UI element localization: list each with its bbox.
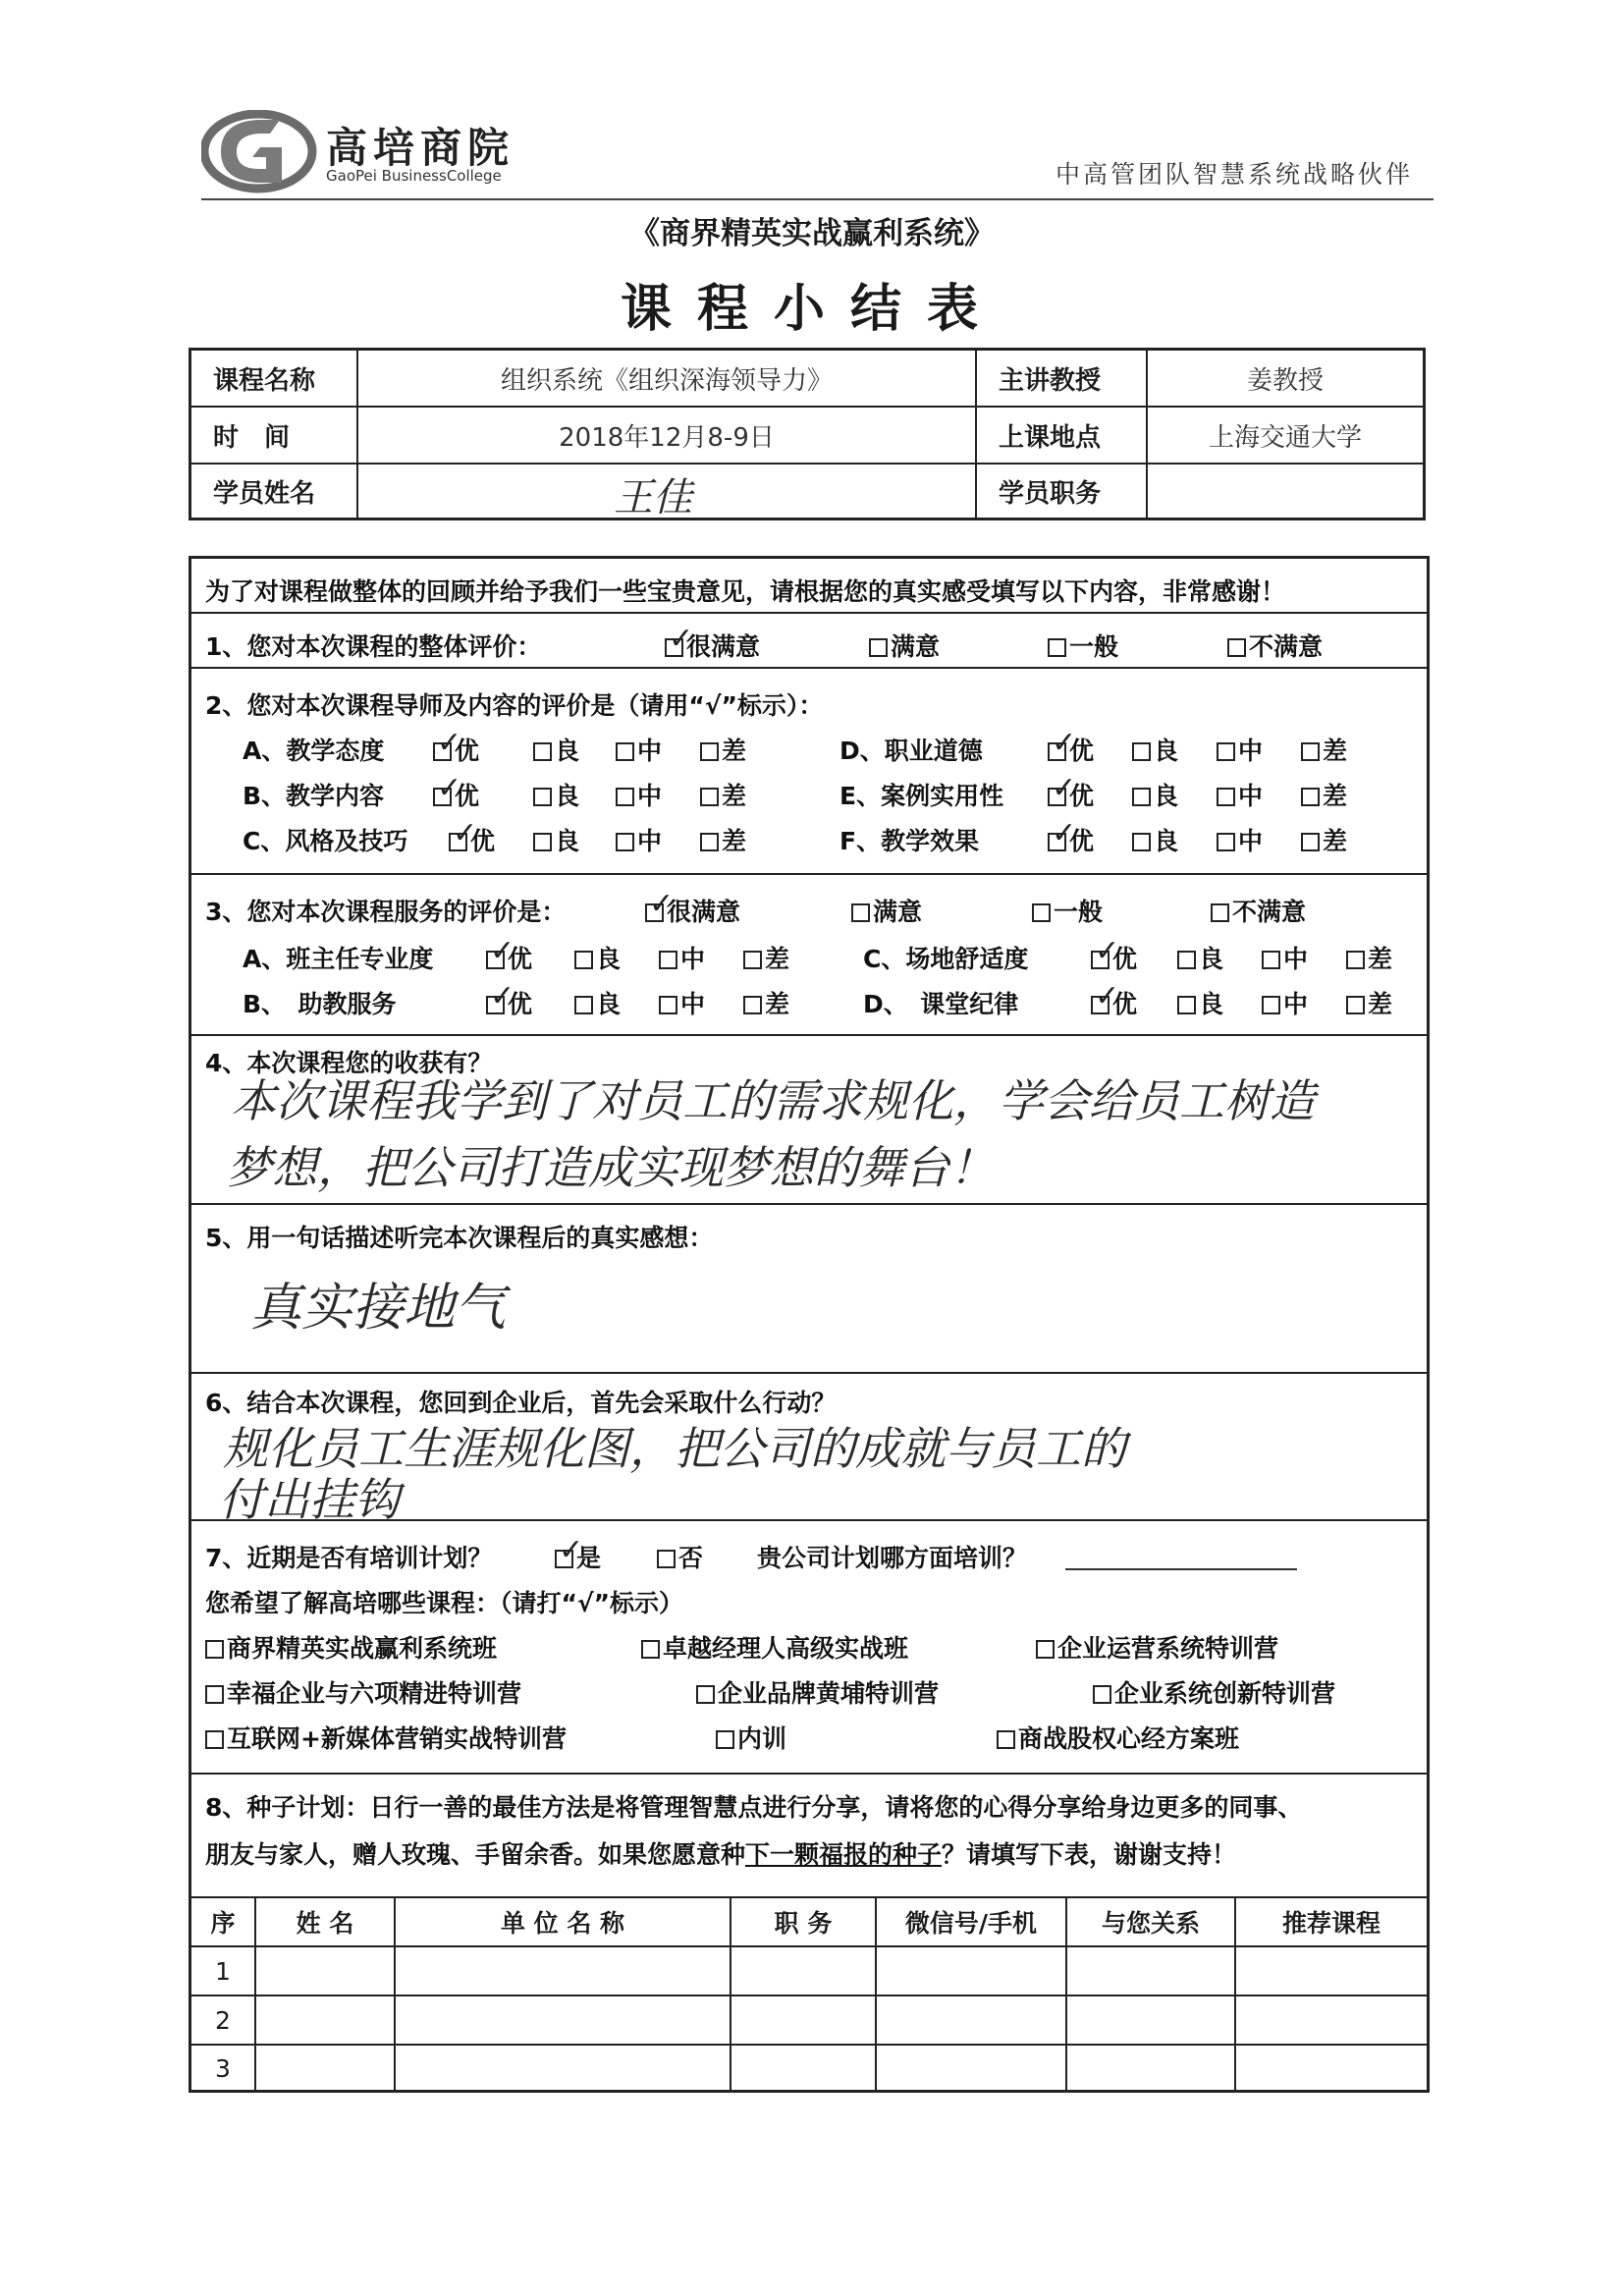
checkbox-checked-icon (1048, 788, 1066, 806)
checkbox-icon (1132, 833, 1151, 851)
q3-section (191, 875, 1427, 1036)
q8-line2: 朋友与家人，赠人玫瑰、手留余香。如果您愿意种下一颗福报的种子？请填写下表，谢谢支持！ (205, 1840, 1237, 1869)
seed-cell[interactable] (731, 1947, 877, 1995)
course-option[interactable]: 幸福企业与六项精进特训营 (205, 1674, 521, 1710)
header-slogan: 中高管团队智慧系统战略伙伴 (1056, 160, 1414, 189)
q7-plan-answer-line[interactable] (1065, 1568, 1297, 1570)
q6-section (191, 1374, 1427, 1526)
seed-cell[interactable] (396, 2046, 731, 2092)
checkbox-checked-icon (555, 1550, 573, 1568)
checkbox-icon (205, 1730, 224, 1749)
checkbox-icon (616, 788, 634, 806)
checkbox-icon (1036, 1640, 1055, 1659)
seed-cell[interactable] (1236, 1947, 1427, 1995)
checkbox-checked-icon (486, 951, 505, 969)
seed-col-header: 姓 名 (256, 1898, 396, 1945)
q3-option-very-satisfied[interactable]: ✓ 很满意 (645, 893, 740, 928)
checkbox-icon (1262, 996, 1280, 1014)
seed-row-number: 2 (191, 1996, 256, 2044)
checkbox-icon (1301, 833, 1320, 851)
course-option[interactable]: 企业系统创新特训营 (1093, 1674, 1335, 1710)
seed-cell[interactable] (731, 2046, 877, 2092)
brand-name-cn: 高培商院 (326, 124, 515, 172)
q1-option-unsatisfied[interactable]: 不满意 (1227, 628, 1323, 663)
checkbox-icon (1301, 788, 1320, 806)
q1-label: 1、您对本次课程的整体评价： (205, 632, 542, 661)
grade-option[interactable]: 中 (1262, 985, 1308, 1020)
position-value[interactable] (1148, 465, 1423, 518)
seed-cell[interactable] (877, 1947, 1067, 1995)
q7-label: 7、近期是否有培训计划？ (205, 1544, 493, 1572)
seed-cell[interactable] (1067, 2046, 1236, 2092)
checkbox-icon (641, 1640, 660, 1659)
checkbox-checked-icon (486, 996, 505, 1014)
seed-cell[interactable] (877, 1996, 1067, 2044)
course-name-value[interactable]: 组织系统《组织深海领导力》 (358, 351, 977, 406)
student-name-label: 学员姓名 (191, 465, 358, 518)
q6-label: 6、结合本次课程，您回到企业后，首先会采取什么行动？ (205, 1389, 837, 1417)
checkbox-icon (1093, 1685, 1111, 1704)
q3-label: 3、您对本次课程服务的评价是： (205, 898, 567, 926)
grade-option[interactable]: 差 (1301, 777, 1347, 812)
grade-option[interactable]: 中 (659, 985, 705, 1020)
location-label: 上课地点 (977, 408, 1148, 463)
lecturer-label: 主讲教授 (977, 351, 1148, 406)
grade-option[interactable]: ✓优 (1048, 732, 1094, 767)
q7-option-no[interactable]: 否 (657, 1539, 703, 1574)
seed-cell[interactable] (1236, 2046, 1427, 2092)
course-name-label: 课程名称 (191, 351, 358, 406)
seed-col-header: 与您关系 (1067, 1898, 1236, 1945)
checkbox-icon (1301, 742, 1320, 761)
q2-item-label: F、教学效果 (839, 827, 980, 855)
grade-option[interactable]: 良 (1132, 822, 1178, 857)
checkbox-icon (205, 1685, 224, 1704)
seed-cell[interactable] (1236, 1996, 1427, 2044)
grade-option[interactable]: ✓优 (486, 985, 532, 1020)
grade-option[interactable]: 差 (1346, 940, 1392, 975)
q5-section (191, 1205, 1427, 1374)
info-row-time (191, 408, 1423, 465)
seed-cell[interactable] (396, 1996, 731, 2044)
checkbox-icon (205, 1640, 224, 1659)
checkbox-icon (533, 742, 552, 761)
seed-cell[interactable] (396, 1947, 731, 1995)
seed-col-header: 微信号/手机 (877, 1898, 1067, 1945)
checkbox-icon (616, 742, 634, 761)
seed-row-number: 3 (191, 2046, 256, 2092)
time-label: 时 间 (191, 408, 358, 463)
grade-option[interactable]: 中 (1217, 732, 1263, 767)
q2-section (191, 669, 1427, 875)
checkbox-icon (1217, 742, 1235, 761)
checkbox-icon (716, 1730, 734, 1749)
course-option[interactable]: 卓越经理人高级实战班 (641, 1629, 908, 1665)
info-row-course (191, 351, 1423, 408)
q1-option-satisfied[interactable]: 满意 (869, 628, 940, 663)
lecturer-value[interactable]: 姜教授 (1246, 365, 1324, 396)
q6-answer-line1[interactable]: 规化员工生涯规化图，把公司的成就与员工的 (223, 1422, 1126, 1475)
seed-cell[interactable] (256, 1996, 396, 2044)
grade-option[interactable]: ✓优 (433, 777, 479, 812)
checkbox-checked-icon (449, 833, 467, 851)
checkbox-icon (1346, 951, 1365, 969)
checkbox-icon (1211, 903, 1229, 922)
seed-cell[interactable] (731, 1996, 877, 2044)
checkbox-checked-icon (433, 788, 452, 806)
grade-option[interactable]: 中 (1217, 822, 1263, 857)
header-divider (201, 198, 1434, 200)
q1-section (191, 614, 1427, 669)
grade-option[interactable]: ✓优 (486, 940, 532, 975)
grade-option[interactable]: 中 (616, 822, 662, 857)
q5-label: 5、用一句话描述听完本次课程后的真实感想： (205, 1224, 714, 1252)
q4-answer-line1[interactable]: 本次课程我学到了对员工的需求规化，学会给员工树造 (231, 1074, 1315, 1127)
course-info-table (189, 348, 1426, 520)
grade-option[interactable]: ✓优 (449, 822, 495, 857)
course-option[interactable]: 商界精英实战赢利系统班 (205, 1629, 497, 1665)
grade-option[interactable]: 差 (700, 732, 746, 767)
checkbox-icon (700, 833, 719, 851)
q2-item-label: E、案例实用性 (839, 782, 1004, 810)
checkbox-checked-icon (645, 903, 664, 922)
q7-courses-label: 您希望了解高培哪些课程：（请打“√”标示） (205, 1589, 684, 1617)
grade-option[interactable]: ✓优 (1091, 940, 1137, 975)
q1-option-very-satisfied[interactable]: ✓ 很满意 (665, 628, 760, 663)
seed-cell[interactable] (256, 1947, 396, 1995)
checkbox-icon (700, 788, 719, 806)
checkbox-icon (869, 638, 888, 657)
seed-col-header: 职 务 (731, 1898, 877, 1945)
grade-option[interactable]: ✓优 (433, 732, 479, 767)
checkbox-checked-icon (1048, 833, 1066, 851)
checkbox-icon (1217, 788, 1235, 806)
grade-option[interactable]: 差 (1346, 985, 1392, 1020)
survey-intro-section (191, 559, 1427, 614)
seed-row-number: 1 (191, 1947, 256, 1995)
gaopei-logo-icon (201, 110, 319, 193)
checkbox-icon (696, 1685, 715, 1704)
grade-option[interactable]: 差 (1301, 732, 1347, 767)
grade-option[interactable]: 中 (1262, 940, 1308, 975)
q7-option-yes[interactable]: ✓ 是 (555, 1539, 601, 1574)
checkbox-icon (574, 996, 593, 1014)
checkbox-icon (1048, 638, 1066, 657)
q3-item-label: A、班主任专业度 (243, 945, 434, 973)
checkbox-icon (533, 788, 552, 806)
seed-cell[interactable] (877, 2046, 1067, 2092)
seed-referral-table (191, 1896, 1427, 2093)
grade-option[interactable]: 良 (533, 777, 579, 812)
location-value[interactable]: 上海交通大学 (1208, 422, 1362, 453)
q8-section (191, 1775, 1427, 1896)
grade-option[interactable]: 中 (616, 777, 662, 812)
student-name-field[interactable] (358, 465, 977, 518)
q3-item-label: D、 课堂纪律 (863, 990, 1019, 1018)
checkbox-icon (1262, 951, 1280, 969)
series-title: 《商界精英实战赢利系统》 (629, 216, 995, 251)
q2-item-label: C、风格及技巧 (243, 827, 408, 855)
q5-answer[interactable]: 真实接地气 (250, 1279, 507, 1338)
grade-option[interactable]: 良 (574, 985, 621, 1020)
q8-line1: 8、种子计划：日行一善的最佳方法是将管理智慧点进行分享，请将您的心得分享给身边更多的同事、 (205, 1793, 1303, 1822)
grade-option[interactable]: 差 (700, 777, 746, 812)
brand-name-en: GaoPei BusinessCollege (326, 167, 502, 185)
q7-plan-question: 贵公司计划哪方面培训？ (757, 1544, 1028, 1572)
checkbox-icon (743, 951, 762, 969)
seed-cell[interactable] (256, 2046, 396, 2092)
grade-option[interactable]: ✓优 (1048, 777, 1094, 812)
q4-label: 4、本次课程您的收获有？ (205, 1049, 493, 1077)
q3-option-satisfied[interactable]: 满意 (851, 893, 922, 928)
checkbox-icon (851, 903, 870, 922)
q6-answer-line2[interactable]: 付出挂钩 (219, 1473, 400, 1526)
checkbox-icon (1346, 996, 1365, 1014)
grade-option[interactable]: 差 (700, 822, 746, 857)
checkbox-icon (1177, 951, 1196, 969)
q2-label: 2、您对本次课程导师及内容的评价是（请用“√”标示）： (205, 691, 824, 720)
course-option[interactable]: 互联网+新媒体营销实战特训营 (205, 1720, 567, 1755)
survey-intro: 为了对课程做整体的回顾并给予我们一些宝贵意见，请根据您的真实感受填写以下内容，非常感谢！ (205, 577, 1286, 606)
survey-box (189, 556, 1430, 2093)
checkbox-icon (1032, 903, 1051, 922)
time-value[interactable]: 2018年12月8-9日 (358, 408, 977, 463)
q7-section (191, 1521, 1427, 1775)
checkbox-icon (700, 742, 719, 761)
info-row-student (191, 465, 1423, 518)
course-option[interactable]: 企业运营系统特训营 (1036, 1629, 1278, 1665)
checkbox-icon (657, 1550, 676, 1568)
checkbox-icon (659, 951, 677, 969)
q4-section (191, 1036, 1427, 1205)
grade-option[interactable]: 差 (743, 985, 789, 1020)
checkbox-icon (1217, 833, 1235, 851)
q4-answer-line2[interactable]: 梦想，把公司打造成实现梦想的舞台！ (227, 1141, 995, 1194)
checkbox-icon (659, 996, 677, 1014)
grade-option[interactable]: 良 (1177, 985, 1223, 1020)
course-option[interactable]: 商战股权心经方案班 (997, 1720, 1239, 1755)
q8-seed-highlight: 下一颗福报的种子 (745, 1840, 943, 1869)
checkbox-icon (616, 833, 634, 851)
position-label: 学员职务 (977, 465, 1148, 518)
checkbox-icon (1177, 996, 1196, 1014)
seed-col-header: 单 位 名 称 (396, 1898, 731, 1945)
grade-option[interactable]: 良 (1132, 777, 1178, 812)
course-option[interactable]: 内训 (716, 1720, 786, 1755)
seed-col-header: 序 (191, 1898, 256, 1945)
checkbox-icon (533, 833, 552, 851)
checkbox-icon (1132, 788, 1151, 806)
checkbox-icon (574, 951, 593, 969)
checkbox-checked-icon (1091, 951, 1110, 969)
seed-table-header (191, 1896, 1427, 1945)
grade-option[interactable]: 良 (533, 732, 579, 767)
form-title: 课程小结表 (620, 280, 1003, 339)
checkbox-checked-icon (665, 638, 683, 657)
checkbox-checked-icon (433, 742, 452, 761)
table-row (191, 1995, 1427, 2044)
q3-option-average[interactable]: 一般 (1032, 893, 1103, 928)
seed-col-header: 推荐课程 (1281, 1909, 1380, 1938)
checkbox-icon (997, 1730, 1015, 1749)
checkbox-checked-icon (1091, 996, 1110, 1014)
grade-option[interactable]: ✓优 (1048, 822, 1094, 857)
grade-option[interactable]: ✓优 (1091, 985, 1137, 1020)
grade-option[interactable]: 中 (659, 940, 705, 975)
grade-option[interactable]: 良 (533, 822, 579, 857)
checkbox-icon (743, 996, 762, 1014)
checkbox-icon (1227, 638, 1246, 657)
grade-option[interactable]: 中 (616, 732, 662, 767)
student-name-handwriting: 王佳 (614, 475, 692, 520)
checkbox-checked-icon (1048, 742, 1066, 761)
q3-item-label: B、 助教服务 (243, 990, 397, 1018)
q2-item-label: B、教学内容 (243, 782, 385, 810)
table-row (191, 2044, 1427, 2092)
grade-option[interactable]: 良 (1177, 940, 1223, 975)
grade-option[interactable]: 良 (574, 940, 621, 975)
q2-item-label: A、教学态度 (243, 737, 385, 765)
grade-option[interactable]: 良 (1132, 732, 1178, 767)
q2-item-label: D、职业道德 (839, 737, 983, 765)
q1-option-average[interactable]: 一般 (1048, 628, 1118, 663)
seed-cell[interactable] (1067, 1996, 1236, 2044)
table-row (191, 1945, 1427, 1995)
grade-option[interactable]: 差 (1301, 822, 1347, 857)
grade-option[interactable]: 差 (743, 940, 789, 975)
seed-cell[interactable] (1067, 1947, 1236, 1995)
checkbox-icon (1132, 742, 1151, 761)
q3-item-label: C、场地舒适度 (863, 945, 1029, 973)
grade-option[interactable]: 中 (1217, 777, 1263, 812)
course-option[interactable]: 企业品牌黄埔特训营 (696, 1674, 939, 1710)
q3-option-unsatisfied[interactable]: 不满意 (1211, 893, 1306, 928)
